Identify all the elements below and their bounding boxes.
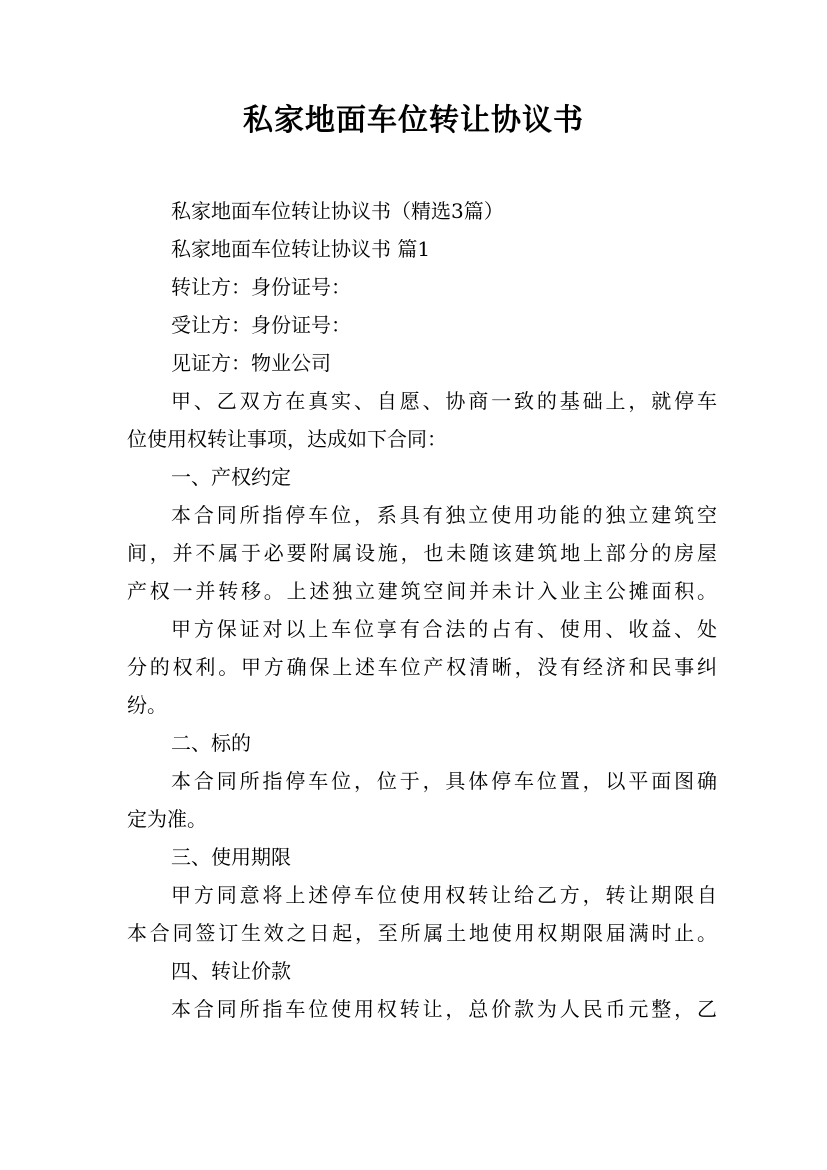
document-body: [127, 192, 717, 1028]
document-title: 私家地面车位转让协议书: [243, 103, 584, 138]
clause-heading: 一、产权约定: [171, 465, 291, 489]
clause-heading: 四、转让价款: [171, 959, 291, 983]
paragraph-line: 甲方同意将上述停车位使用权转让给乙方，转让期限自: [171, 883, 717, 907]
paragraph-line: 本合同所指车位使用权转让，总价款为人民币元整，乙: [171, 997, 717, 1021]
paragraph-line: 甲、乙双方在真实、自愿、协商一致的基础上，就停车: [171, 389, 717, 413]
paragraph-line: 本合同所指停车位，位于，具体停车位置，以平面图确: [171, 769, 717, 793]
clause-heading: 三、使用期限: [171, 845, 291, 869]
section-heading-line: 私家地面车位转让协议书 篇1: [171, 237, 431, 261]
transferee-line: 受让方：身份证号：: [171, 313, 351, 337]
paragraph-line: 产权一并转移。上述独立建筑空间并未计入业主公摊面积。: [127, 579, 717, 603]
paragraph-line: 本合同签订生效之日起，至所属土地使用权期限届满时止。: [127, 921, 717, 945]
subtitle-line: 私家地面车位转让协议书（精选3篇）: [171, 199, 504, 223]
paragraph-line: 纷。: [127, 693, 167, 717]
paragraph-line: 分的权利。甲方确保上述车位产权清晰，没有经济和民事纠: [127, 655, 717, 679]
paragraph-line: 本合同所指停车位，系具有独立使用功能的独立建筑空: [171, 503, 717, 527]
paragraph-line: 定为准。: [127, 807, 207, 831]
paragraph-line: 位使用权转让事项，达成如下合同：: [127, 427, 447, 451]
paragraph-line: 间，并不属于必要附属设施，也未随该建筑地上部分的房屋: [127, 541, 717, 565]
paragraph-line: 甲方保证对以上车位享有合法的占有、使用、收益、处: [171, 617, 717, 641]
clause-heading: 二、标的: [171, 731, 251, 755]
transferor-line: 转让方：身份证号：: [171, 275, 351, 299]
witness-line: 见证方：物业公司: [171, 351, 331, 375]
